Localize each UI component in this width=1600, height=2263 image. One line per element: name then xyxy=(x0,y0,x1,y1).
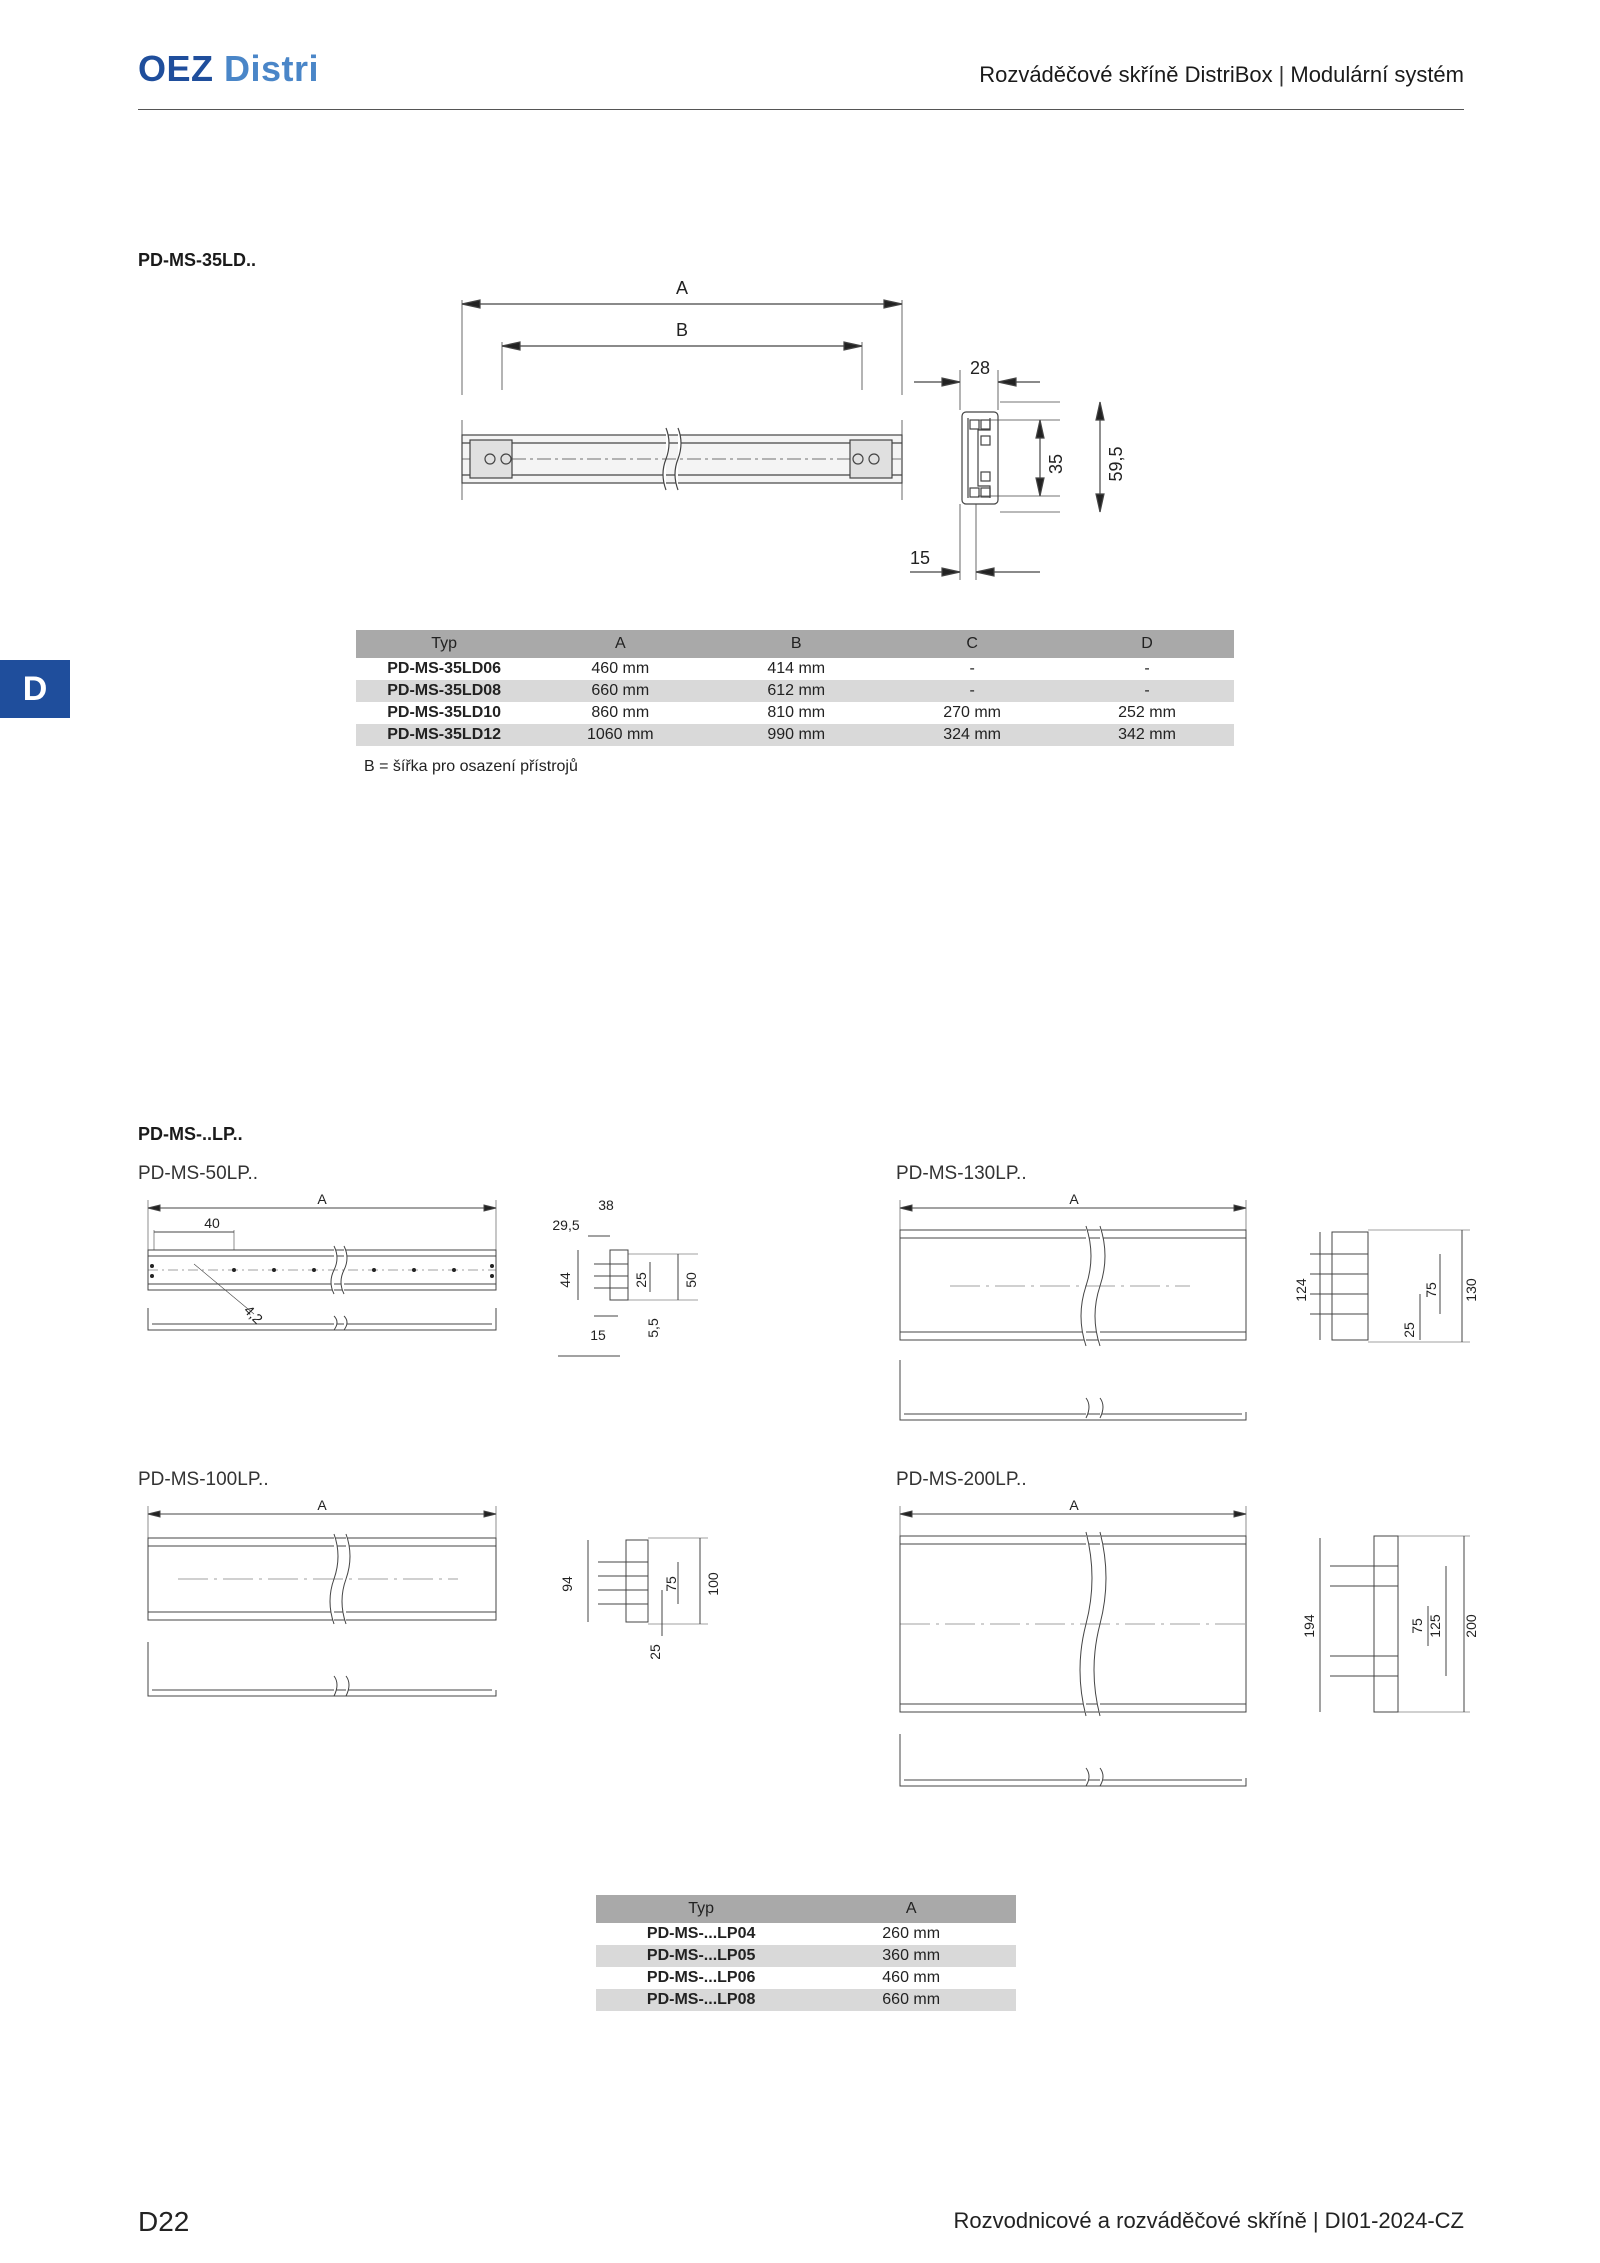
dim-label: 40 xyxy=(204,1215,220,1231)
cell-typ: PD-MS-35LD06 xyxy=(387,660,502,677)
cell-a: 260 mm xyxy=(882,1925,941,1942)
dim-label-b: B xyxy=(675,320,689,340)
col-header-c: C xyxy=(884,630,1060,658)
col-header-typ: Typ xyxy=(596,1895,806,1923)
header-main-title: Rozváděčové skříně DistriBox xyxy=(979,62,1273,87)
dim-label: 125 xyxy=(1427,1614,1443,1638)
drawing-100lp xyxy=(138,1496,738,1716)
footer-separator: | xyxy=(1312,2208,1319,2233)
dim-label-28: 28 xyxy=(969,358,991,378)
cell-d: - xyxy=(1060,680,1234,702)
cell-typ: PD-MS-...LP05 xyxy=(596,1945,806,1967)
footer-doc-code: DI01-2024-CZ xyxy=(1324,2208,1464,2233)
drawing-200lp xyxy=(890,1496,1480,1796)
table-row xyxy=(596,1967,1016,1989)
drawing-label-50lp: PD-MS-50LP.. xyxy=(138,1163,259,1184)
table-note: B = šířka pro osazení přístrojů xyxy=(364,758,578,775)
drawing-label-130lp: PD-MS-130LP.. xyxy=(896,1163,1027,1184)
dim-label: A xyxy=(1069,1497,1079,1513)
header-separator: | xyxy=(1278,62,1285,87)
cell-a: 1060 mm xyxy=(532,724,708,746)
dim-label-35: 35 xyxy=(1046,453,1066,475)
brand-name-part2: Distri xyxy=(224,48,320,89)
cell-b: 414 mm xyxy=(767,660,826,677)
brand-logo xyxy=(138,48,319,90)
cell-typ: PD-MS-...LP06 xyxy=(646,1969,756,1986)
cell-c: 270 mm xyxy=(943,704,1001,721)
cell-a: 660 mm xyxy=(806,1989,1016,2011)
dim-label: 25 xyxy=(633,1272,649,1288)
dim-label: 25 xyxy=(1401,1322,1417,1338)
header-subtitle: Modulární systém xyxy=(1290,62,1464,87)
table-row xyxy=(356,724,1234,746)
cell-a: 660 mm xyxy=(532,680,708,702)
chapter-tab: D xyxy=(0,660,70,718)
cell-a: 460 mm xyxy=(591,660,650,677)
dim-label: 75 xyxy=(1423,1282,1439,1298)
table-row xyxy=(596,1989,1016,2011)
dim-label: 4,2 xyxy=(240,1301,267,1328)
col-header-a: A xyxy=(532,630,708,658)
table-header-row xyxy=(356,630,1234,658)
drawing-50lp xyxy=(138,1190,738,1380)
drawing-35ld xyxy=(440,280,1160,600)
dim-label: 29,5 xyxy=(552,1217,580,1233)
col-header-typ: Typ xyxy=(356,630,532,658)
dim-label: 15 xyxy=(590,1327,606,1343)
cell-typ: PD-MS-...LP08 xyxy=(596,1989,806,2011)
dim-label: A xyxy=(1069,1191,1079,1207)
cell-typ: PD-MS-35LD12 xyxy=(356,724,532,746)
brand-name-part1: OEZ xyxy=(138,48,214,89)
dim-label: 25 xyxy=(647,1644,663,1660)
dim-label: 130 xyxy=(1463,1278,1479,1302)
dim-label: A xyxy=(317,1191,327,1207)
table-row xyxy=(356,658,1234,680)
dim-label-a: A xyxy=(675,280,689,298)
cell-b: 990 mm xyxy=(708,724,884,746)
dim-label: 75 xyxy=(663,1576,679,1592)
footer-title xyxy=(953,2208,1464,2234)
drawing-130lp xyxy=(890,1190,1480,1430)
dim-label: 100 xyxy=(705,1572,721,1596)
dim-label: A xyxy=(317,1497,327,1513)
dim-label: 94 xyxy=(559,1576,575,1592)
table-row xyxy=(596,1923,1016,1945)
cell-typ: PD-MS-35LD08 xyxy=(356,680,532,702)
dim-label: 75 xyxy=(1409,1618,1425,1634)
section-title-lp: PD-MS-..LP.. xyxy=(138,1124,243,1144)
table-header-row xyxy=(596,1895,1016,1923)
header-title xyxy=(979,62,1464,88)
dim-label: 50 xyxy=(683,1272,699,1288)
section-title-35ld: PD-MS-35LD.. xyxy=(138,250,257,270)
cell-c: - xyxy=(969,660,975,677)
dim-label: 38 xyxy=(598,1197,614,1213)
dim-label: 124 xyxy=(1293,1278,1309,1302)
table-row xyxy=(356,702,1234,724)
cell-a: 360 mm xyxy=(806,1945,1016,1967)
col-header-b: B xyxy=(708,630,884,658)
dim-label: 194 xyxy=(1301,1614,1317,1638)
drawing-label-100lp: PD-MS-100LP.. xyxy=(138,1469,269,1490)
cell-d: 252 mm xyxy=(1118,704,1176,721)
cell-typ: PD-MS-35LD10 xyxy=(387,704,502,721)
table-lp xyxy=(596,1895,1016,2011)
cell-b: 810 mm xyxy=(767,704,826,721)
col-header-a: A xyxy=(806,1895,1016,1923)
table-35ld xyxy=(356,630,1234,746)
col-header-d: D xyxy=(1060,630,1234,658)
dim-label: 44 xyxy=(557,1272,573,1288)
table-row xyxy=(596,1945,1016,1967)
footer-doc-title: Rozvodnicové a rozváděčové skříně xyxy=(953,2208,1307,2233)
page-number: D22 xyxy=(138,2206,190,2237)
table-row xyxy=(356,680,1234,702)
cell-c: - xyxy=(884,680,1060,702)
dim-label: 5,5 xyxy=(645,1318,661,1338)
dim-label-15: 15 xyxy=(909,548,931,568)
drawing-label-200lp: PD-MS-200LP.. xyxy=(896,1469,1027,1490)
cell-a: 460 mm xyxy=(882,1969,941,1986)
cell-d: 342 mm xyxy=(1060,724,1234,746)
header-divider xyxy=(138,109,1464,110)
cell-typ: PD-MS-...LP04 xyxy=(646,1925,756,1942)
dim-label-59-5: 59,5 xyxy=(1106,446,1126,482)
cell-c: 324 mm xyxy=(884,724,1060,746)
cell-b: 612 mm xyxy=(708,680,884,702)
dim-label: 200 xyxy=(1463,1614,1479,1638)
cell-d: - xyxy=(1144,660,1150,677)
cell-a: 860 mm xyxy=(591,704,650,721)
